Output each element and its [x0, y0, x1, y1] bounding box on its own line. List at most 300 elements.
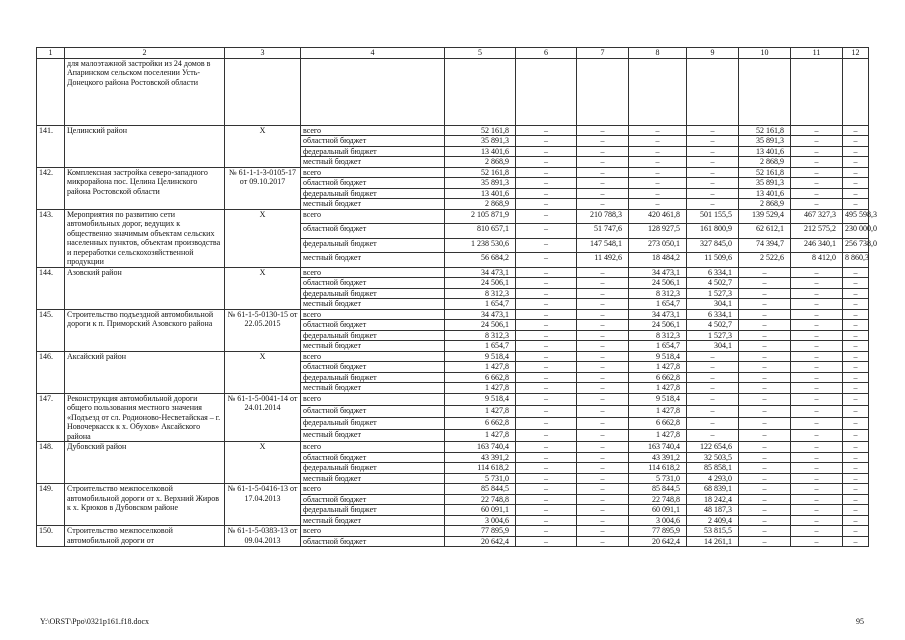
amount-cell: –	[577, 267, 629, 278]
amount-cell: 2 868,9	[445, 157, 516, 168]
funding-source-cell: всего	[301, 125, 445, 136]
amount-cell: 4 293,0	[687, 473, 739, 484]
header-cell: 2	[65, 48, 225, 59]
funding-source-cell: областной бюджет	[301, 136, 445, 147]
amount-cell: 48 187,3	[687, 505, 739, 516]
amount-cell: –	[843, 383, 869, 394]
header-cell: 8	[629, 48, 687, 59]
empty-cell	[791, 58, 843, 125]
table-row	[37, 125, 869, 136]
amount-cell: –	[791, 136, 843, 147]
lead-num-cell	[37, 58, 65, 125]
amount-cell: 1 238 530,6	[445, 238, 516, 253]
amount-cell: 114 618,2	[445, 463, 516, 474]
amount-cell: –	[577, 515, 629, 526]
amount-cell: –	[687, 372, 739, 383]
amount-cell: 6 662,8	[445, 417, 516, 429]
table-row	[37, 526, 869, 537]
row-number-cell: 146.	[37, 351, 65, 393]
amount-cell: –	[739, 463, 791, 474]
amount-cell: –	[577, 362, 629, 373]
amount-cell: –	[791, 473, 843, 484]
amount-cell: 85 844,5	[629, 484, 687, 495]
empty-cell	[739, 58, 791, 125]
amount-cell: 1 427,8	[445, 383, 516, 394]
amount-cell: –	[739, 299, 791, 310]
amount-cell: –	[687, 157, 739, 168]
amount-cell: –	[739, 505, 791, 516]
amount-cell: –	[843, 452, 869, 463]
funding-source-cell: местный бюджет	[301, 341, 445, 352]
funding-source-cell: местный бюджет	[301, 157, 445, 168]
amount-cell: –	[739, 362, 791, 373]
amount-cell: –	[843, 267, 869, 278]
registry-code-cell: Х	[225, 125, 301, 167]
amount-cell: –	[739, 473, 791, 484]
amount-cell: 9 518,4	[629, 393, 687, 405]
funding-source-cell: всего	[301, 484, 445, 495]
amount-cell: 11 492,6	[577, 253, 629, 268]
table-row	[37, 167, 869, 178]
amount-cell: –	[791, 125, 843, 136]
amount-cell: –	[843, 473, 869, 484]
header-cell: 1	[37, 48, 65, 59]
row-number-cell: 148.	[37, 442, 65, 484]
funding-source-cell: всего	[301, 167, 445, 178]
amount-cell: –	[516, 238, 577, 253]
amount-cell: 495 598,3	[843, 209, 869, 224]
amount-cell: 9 518,4	[445, 393, 516, 405]
amount-cell: 85 844,5	[445, 484, 516, 495]
amount-cell: –	[577, 452, 629, 463]
funding-source-cell: всего	[301, 267, 445, 278]
amount-cell: –	[577, 372, 629, 383]
amount-cell: –	[577, 463, 629, 474]
amount-cell: 6 662,8	[629, 417, 687, 429]
funding-source-cell: федеральный бюджет	[301, 505, 445, 516]
amount-cell: 147 548,1	[577, 238, 629, 253]
amount-cell: 210 788,3	[577, 209, 629, 224]
amount-cell: –	[516, 536, 577, 547]
amount-cell: –	[739, 417, 791, 429]
amount-cell: 8 860,3	[843, 253, 869, 268]
funding-source-cell: местный бюджет	[301, 383, 445, 394]
amount-cell: 8 312,3	[445, 288, 516, 299]
row-number-cell: 145.	[37, 309, 65, 351]
amount-cell: –	[577, 484, 629, 495]
header-cell: 5	[445, 48, 516, 59]
amount-cell: 2 522,6	[739, 253, 791, 268]
lead-text-cell: для малоэтажной застройки из 24 домов в Апаринском сельском поселении Усть-Донецкого района Ростовской области	[65, 58, 225, 125]
amount-cell: –	[843, 167, 869, 178]
amount-cell: 35 891,3	[739, 136, 791, 147]
amount-cell: 6 334,1	[687, 309, 739, 320]
amount-cell: –	[791, 309, 843, 320]
amount-cell: –	[687, 362, 739, 373]
amount-cell: 77 895,9	[629, 526, 687, 537]
funding-source-cell: всего	[301, 393, 445, 405]
header-cell: 9	[687, 48, 739, 59]
amount-cell: –	[577, 429, 629, 441]
amount-cell: –	[516, 505, 577, 516]
amount-cell: 11 509,6	[687, 253, 739, 268]
amount-cell: 51 747,6	[577, 224, 629, 239]
table-row	[37, 267, 869, 278]
amount-cell: –	[577, 199, 629, 210]
amount-cell: –	[577, 125, 629, 136]
amount-cell: –	[516, 299, 577, 310]
amount-cell: 810 657,1	[445, 224, 516, 239]
amount-cell: –	[791, 526, 843, 537]
amount-cell: –	[577, 383, 629, 394]
amount-cell: –	[516, 125, 577, 136]
amount-cell: –	[577, 278, 629, 289]
amount-cell: 212 575,2	[791, 224, 843, 239]
amount-cell: –	[687, 405, 739, 417]
amount-cell: 35 891,3	[445, 178, 516, 189]
amount-cell: –	[629, 146, 687, 157]
funding-source-cell: федеральный бюджет	[301, 372, 445, 383]
amount-cell: 4 502,7	[687, 278, 739, 289]
table-row	[37, 309, 869, 320]
amount-cell: –	[791, 288, 843, 299]
registry-code-cell: № 61-1-5-0041-14 от 24.01.2014	[225, 393, 301, 442]
amount-cell: –	[791, 362, 843, 373]
amount-cell: –	[739, 429, 791, 441]
amount-cell: 13 401,6	[739, 146, 791, 157]
amount-cell: 14 261,1	[687, 536, 739, 547]
amount-cell: 501 155,5	[687, 209, 739, 224]
amount-cell: 273 050,1	[629, 238, 687, 253]
amount-cell: –	[791, 341, 843, 352]
amount-cell: –	[577, 299, 629, 310]
amount-cell: –	[577, 442, 629, 453]
amount-cell: –	[577, 167, 629, 178]
amount-cell: –	[516, 526, 577, 537]
amount-cell: 8 412,0	[791, 253, 843, 268]
amount-cell: 246 340,1	[791, 238, 843, 253]
amount-cell: –	[791, 146, 843, 157]
amount-cell: –	[843, 429, 869, 441]
amount-cell: 6 662,8	[445, 372, 516, 383]
amount-cell: 1 654,7	[629, 341, 687, 352]
funding-source-cell: федеральный бюджет	[301, 288, 445, 299]
amount-cell: –	[687, 125, 739, 136]
amount-cell: –	[843, 278, 869, 289]
amount-cell: –	[687, 178, 739, 189]
amount-cell: –	[843, 199, 869, 210]
amount-cell: –	[516, 278, 577, 289]
amount-cell: –	[687, 429, 739, 441]
amount-cell: 2 868,9	[739, 199, 791, 210]
amount-cell: –	[791, 320, 843, 331]
funding-source-cell: всего	[301, 526, 445, 537]
amount-cell: –	[516, 188, 577, 199]
amount-cell: 163 740,4	[445, 442, 516, 453]
amount-cell: –	[577, 473, 629, 484]
amount-cell: –	[516, 320, 577, 331]
amount-cell: 35 891,3	[445, 136, 516, 147]
amount-cell: –	[739, 442, 791, 453]
amount-cell: –	[791, 167, 843, 178]
funding-source-cell: областной бюджет	[301, 536, 445, 547]
amount-cell: 34 473,1	[629, 267, 687, 278]
amount-cell: –	[516, 178, 577, 189]
amount-cell: 161 800,9	[687, 224, 739, 239]
amount-cell: 3 004,6	[445, 515, 516, 526]
funding-source-cell: областной бюджет	[301, 494, 445, 505]
header-cell: 10	[739, 48, 791, 59]
header-cell: 11	[791, 48, 843, 59]
amount-cell: –	[791, 494, 843, 505]
amount-cell: 35 891,3	[739, 178, 791, 189]
amount-cell: 1 427,8	[445, 429, 516, 441]
amount-cell: –	[739, 536, 791, 547]
amount-cell: –	[577, 136, 629, 147]
funding-source-cell: местный бюджет	[301, 429, 445, 441]
row-number-cell: 150.	[37, 526, 65, 547]
funding-source-cell: всего	[301, 309, 445, 320]
amount-cell: –	[843, 136, 869, 147]
amount-cell: –	[687, 351, 739, 362]
funding-source-cell: областной бюджет	[301, 224, 445, 239]
funding-source-cell: всего	[301, 442, 445, 453]
amount-cell: –	[843, 442, 869, 453]
amount-cell: 43 391,2	[445, 452, 516, 463]
amount-cell: 1 427,8	[629, 383, 687, 394]
amount-cell: –	[577, 526, 629, 537]
amount-cell: –	[516, 442, 577, 453]
amount-cell: 22 748,8	[629, 494, 687, 505]
amount-cell: –	[791, 417, 843, 429]
amount-cell: –	[791, 178, 843, 189]
amount-cell: –	[577, 494, 629, 505]
amount-cell: –	[843, 526, 869, 537]
amount-cell: 24 506,1	[629, 278, 687, 289]
funding-source-cell: местный бюджет	[301, 199, 445, 210]
row-number-cell: 147.	[37, 393, 65, 442]
table-row	[37, 209, 869, 224]
amount-cell: 114 618,2	[629, 463, 687, 474]
amount-cell: 163 740,4	[629, 442, 687, 453]
row-number-cell: 142.	[37, 167, 65, 209]
amount-cell: –	[843, 157, 869, 168]
amount-cell: –	[739, 452, 791, 463]
amount-cell: –	[687, 417, 739, 429]
object-name-cell: Аксайский район	[65, 351, 225, 393]
amount-cell: 6 662,8	[629, 372, 687, 383]
object-name-cell: Реконструкция автомобильной дороги общего пользования местного значения «Подъезд от сл. Родионово-Несветайская – г. Новочеркасск к х. Обухов» Аксайского района	[65, 393, 225, 442]
amount-cell: 5 731,0	[445, 473, 516, 484]
amount-cell: 2 868,9	[445, 199, 516, 210]
amount-cell: –	[843, 146, 869, 157]
table-row	[37, 393, 869, 405]
amount-cell: –	[791, 199, 843, 210]
amount-cell: –	[516, 494, 577, 505]
funding-source-cell: всего	[301, 351, 445, 362]
amount-cell: –	[577, 505, 629, 516]
amount-cell: –	[516, 383, 577, 394]
amount-cell: 34 473,1	[445, 309, 516, 320]
funding-source-cell: областной бюджет	[301, 320, 445, 331]
amount-cell: 1 654,7	[445, 341, 516, 352]
amount-cell: –	[791, 463, 843, 474]
amount-cell: –	[843, 536, 869, 547]
amount-cell: –	[843, 330, 869, 341]
amount-cell: –	[791, 405, 843, 417]
amount-cell: 20 642,4	[629, 536, 687, 547]
amount-cell: 2 105 871,9	[445, 209, 516, 224]
amount-cell: –	[791, 188, 843, 199]
header-cell: 4	[301, 48, 445, 59]
funding-source-cell: областной бюджет	[301, 405, 445, 417]
amount-cell: –	[739, 405, 791, 417]
amount-cell: –	[739, 526, 791, 537]
amount-cell: –	[629, 188, 687, 199]
funding-source-cell: областной бюджет	[301, 178, 445, 189]
amount-cell: 256 738,0	[843, 238, 869, 253]
amount-cell: –	[843, 484, 869, 495]
amount-cell: –	[843, 351, 869, 362]
amount-cell: –	[516, 463, 577, 474]
amount-cell: –	[843, 320, 869, 331]
amount-cell: –	[577, 351, 629, 362]
amount-cell: 8 312,3	[629, 330, 687, 341]
amount-cell: –	[516, 484, 577, 495]
amount-cell: 77 895,9	[445, 526, 516, 537]
amount-cell: –	[843, 309, 869, 320]
amount-cell: –	[739, 494, 791, 505]
amount-cell: –	[843, 288, 869, 299]
funding-source-cell: местный бюджет	[301, 299, 445, 310]
header-cell: 3	[225, 48, 301, 59]
amount-cell: –	[516, 136, 577, 147]
funding-source-cell: федеральный бюджет	[301, 188, 445, 199]
amount-cell: 327 845,0	[687, 238, 739, 253]
amount-cell: –	[843, 299, 869, 310]
funding-source-cell: федеральный бюджет	[301, 330, 445, 341]
funding-source-cell: областной бюджет	[301, 362, 445, 373]
amount-cell: –	[791, 351, 843, 362]
funding-source-cell: федеральный бюджет	[301, 238, 445, 253]
registry-code-cell: Х	[225, 267, 301, 309]
amount-cell: –	[791, 330, 843, 341]
amount-cell: 32 503,5	[687, 452, 739, 463]
amount-cell: –	[843, 505, 869, 516]
amount-cell: –	[739, 278, 791, 289]
amount-cell: 18 242,4	[687, 494, 739, 505]
amount-cell: –	[739, 372, 791, 383]
amount-cell: –	[843, 178, 869, 189]
header-cell: 6	[516, 48, 577, 59]
amount-cell: –	[739, 341, 791, 352]
row-number-cell: 141.	[37, 125, 65, 167]
amount-cell: –	[739, 330, 791, 341]
object-name-cell: Строительство межпоселковой автомобильной дороги от	[65, 526, 225, 547]
amount-cell: –	[516, 167, 577, 178]
amount-cell: –	[516, 146, 577, 157]
header-row	[37, 48, 869, 59]
amount-cell: 6 334,1	[687, 267, 739, 278]
amount-cell: 304,1	[687, 299, 739, 310]
object-name-cell: Мероприятия по развитию сети автомобильных дорог, ведущих к общественно значимым объектам сельских населенных пунктов, объектам производства и переработки сельскохозяйственной продукции	[65, 209, 225, 267]
amount-cell: 43 391,2	[629, 452, 687, 463]
amount-cell: –	[687, 383, 739, 394]
amount-cell: –	[516, 267, 577, 278]
amount-cell: –	[516, 452, 577, 463]
amount-cell: –	[739, 288, 791, 299]
registry-code-cell: № 61-1-1-3-0105-17 от 09.10.2017	[225, 167, 301, 209]
amount-cell: –	[791, 278, 843, 289]
amount-cell: 9 518,4	[445, 351, 516, 362]
amount-cell: –	[516, 224, 577, 239]
funding-source-cell: федеральный бюджет	[301, 463, 445, 474]
amount-cell: –	[577, 178, 629, 189]
amount-cell: –	[739, 267, 791, 278]
registry-code-cell: № 61-1-5-0130-15 от 22.05.2015	[225, 309, 301, 351]
amount-cell: –	[739, 351, 791, 362]
amount-cell: –	[516, 473, 577, 484]
amount-cell: 9 518,4	[629, 351, 687, 362]
amount-cell: 74 394,7	[739, 238, 791, 253]
registry-code-cell: Х	[225, 442, 301, 484]
amount-cell: –	[791, 299, 843, 310]
amount-cell: –	[516, 309, 577, 320]
amount-cell: –	[843, 417, 869, 429]
amount-cell: –	[516, 405, 577, 417]
funding-source-cell: местный бюджет	[301, 253, 445, 268]
amount-cell: 1 427,8	[629, 405, 687, 417]
amount-cell: 22 748,8	[445, 494, 516, 505]
amount-cell: –	[791, 505, 843, 516]
amount-cell: 52 161,8	[445, 167, 516, 178]
amount-cell: –	[687, 167, 739, 178]
empty-cell	[629, 58, 687, 125]
amount-cell: 122 654,6	[687, 442, 739, 453]
amount-cell: –	[791, 536, 843, 547]
amount-cell: 1 527,3	[687, 330, 739, 341]
amount-cell: 1 427,8	[629, 429, 687, 441]
object-name-cell: Строительство подъездной автомобильной дороги к п. Приморский Азовского района	[65, 309, 225, 351]
amount-cell: –	[739, 383, 791, 394]
amount-cell: –	[516, 515, 577, 526]
funding-source-cell: федеральный бюджет	[301, 146, 445, 157]
amount-cell: 304,1	[687, 341, 739, 352]
amount-cell: –	[843, 494, 869, 505]
amount-cell: –	[791, 429, 843, 441]
amount-cell: –	[577, 188, 629, 199]
amount-cell: –	[687, 136, 739, 147]
amount-cell: –	[629, 157, 687, 168]
amount-cell: 4 502,7	[687, 320, 739, 331]
amount-cell: 3 004,6	[629, 515, 687, 526]
amount-cell: 13 401,6	[445, 146, 516, 157]
amount-cell: 1 527,3	[687, 288, 739, 299]
amount-cell: 52 161,8	[445, 125, 516, 136]
amount-cell: –	[843, 393, 869, 405]
registry-code-cell: Х	[225, 351, 301, 393]
amount-cell: 467 327,3	[791, 209, 843, 224]
amount-cell: 1 427,8	[445, 362, 516, 373]
amount-cell: 13 401,6	[445, 188, 516, 199]
page-number: 95	[856, 617, 864, 626]
amount-cell: –	[629, 167, 687, 178]
header-cell: 12	[843, 48, 869, 59]
amount-cell: 24 506,1	[445, 320, 516, 331]
amount-cell: 1 654,7	[445, 299, 516, 310]
file-path-footer: Y:\ORST\Ppo\0321p161.f18.docx	[40, 617, 150, 626]
amount-cell: 8 312,3	[445, 330, 516, 341]
